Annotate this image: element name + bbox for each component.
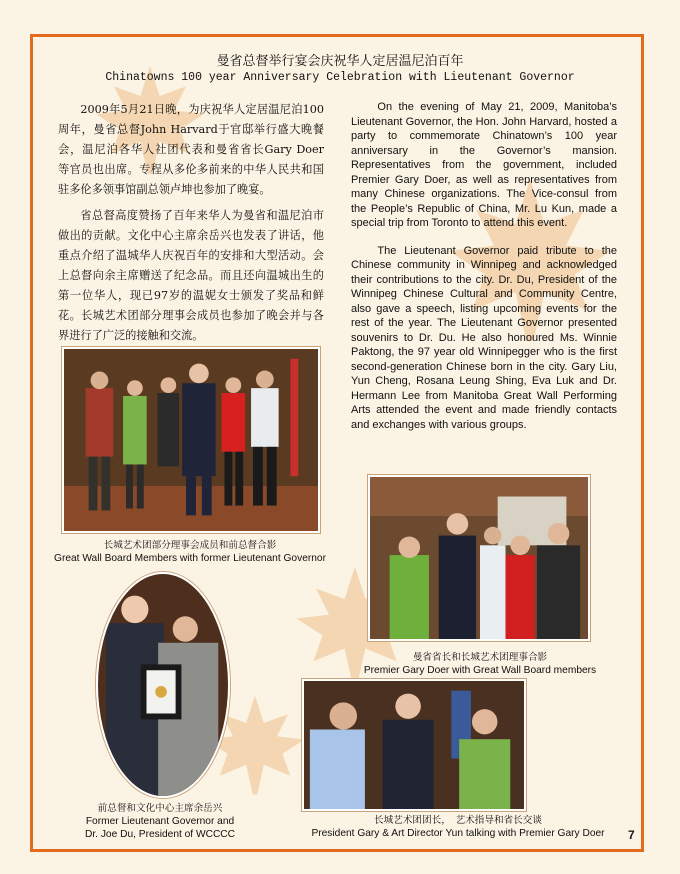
caption-photo3 [40,802,280,841]
article-english [351,100,617,445]
photo-premier-with-members [368,475,590,641]
paragraph: The Lieutenant Governor paid tribute to the Chinese community in Winnipeg and acknowledged their contributions to the city. Dr. Du, President of the Winnipeg Chinese Cultural and Community Centre, also gave a speech, listing upcoming events for the rest of the year. The Lieutenant Governor presented souvenirs to Dr. Du. He also honoured Ms. Winnie Paktong, the 97 year old Winnipegger who is the first second-generation Chinese born in the city. Gary Liu, Yun Cheng, Rosana Leung Shing, Eva Luk and Dr. Hermann Lee from Manitoba Great Wall Performing Arts attended the event and made friendly contacts and exchanges with various groups. [351,244,617,431]
caption-photo1 [30,539,350,565]
paragraph: On the evening of May 21, 2009, Manitoba’s Lieutenant Governor, the Hon. John Harvard, hosted a party to commemorate Chinatown’s 100 year anniversary in the Governor’s mansion. Representatives from the government, included Premier Gary Doer, as well as representatives from many Chinese organizations. The Vice-consul from the People’s Republic of China, Mr. Lu Kun, made a special trip from Toronto to attend this event. [351,101,617,229]
page-number: 7 [628,828,635,842]
caption-en: President Gary & Art Director Yun talking with Premier Gary Doer [311,828,605,839]
caption-photo2 [340,651,620,677]
caption-cn: 前总督和文化中心主席余岳兴 [97,803,223,814]
caption-photo4 [288,814,628,840]
paragraph: 2009年5月21日晚，为庆祝华人定居温尼泊100周年，曼省总督John Harvard于官邸举行盛大晚餐会，温尼泊各华人社团代表和曼省省长Gary Doer 等官员也出席。专程从多伦多前来的中华人民共和国驻多伦多领事馆副总领卢坤也参加了晚宴。 [58,103,336,196]
caption-en: Great Wall Board Members with former Lieutenant Governor [54,553,326,564]
caption-en-line1: Former Lieutenant Governor and [85,816,235,827]
paragraph: 省总督高度赞扬了百年来华人为曼省和温尼泊市做出的贡献。文化中心主席余岳兴也发表了讲话，他重点介绍了温城华人庆祝百年的安排和大型活动。会上总督向余主席赠送了纪念品。而且还向温城出生的第一位华人，现已97岁的温妮女士颁发了奖品和鲜花。长城艺术团部分理事会成员也参加了晚会并与各界进行了广泛的接触和交流。 [58,209,324,342]
caption-cn: 长城艺术团团长， 艺术指导和省长交谈 [374,815,542,826]
caption-cn: 长城艺术团部分理事会成员和前总督合影 [103,540,277,551]
title-chinese: 曼省总督举行宴会庆祝华人定居温尼泊百年 [216,54,464,69]
caption-cn: 曼省省长和长城艺术团理事合影 [412,652,548,663]
caption-en: Premier Gary Doer with Great Wall Board members [363,665,597,676]
title-english: Chinatowns 100 year Anniversary Celebration with Lieutenant Governor [105,71,575,84]
photo-governor-and-president [96,572,230,798]
photo-board-with-governor [62,347,320,533]
article-chinese [58,100,336,352]
caption-en-line2: Dr. Joe Du, President of WCCCC [84,829,236,840]
photo-president-talking-premier [302,679,526,811]
